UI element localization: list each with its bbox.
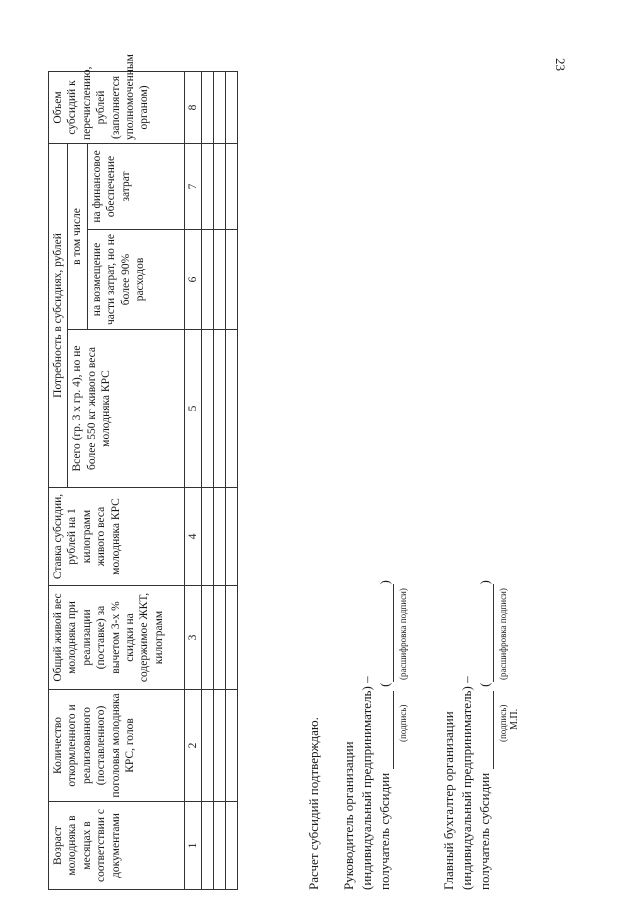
column-number: 4 [184,488,201,586]
head-signature-line [376,580,394,890]
chief-paren-close: ) [477,580,492,585]
column-number: 7 [184,143,201,229]
table-row [202,71,214,889]
table-row [214,71,226,889]
chief-captions [494,580,506,890]
head-captions [394,580,406,890]
column-number: 2 [184,690,201,802]
header-age: Возраст молодняка в месяцах в соответствии с документами [49,802,185,890]
header-financing: на финансовое обеспечение затрат [87,143,184,229]
column-number-row [184,71,201,889]
head-paren-open: ( [377,682,392,687]
stamp-place [506,580,520,890]
confirmation-text: Расчет субсидий подтверждаю. [306,717,321,890]
chief-signature-blank [479,691,494,769]
page-number: 23 [553,58,568,71]
chief-accountant-signature-block [440,580,520,890]
chief-caption-sign: (подпись) [498,704,508,742]
chief-caption-decode: (расшифровка подписи) [498,588,508,680]
column-number: 8 [184,71,201,143]
header-weight: Общий живой вес молодняка при реализации (поставке) за вычетом 3-х % скидки на содержимое ЖКТ, килограмм [49,586,185,690]
column-number: 1 [184,802,201,890]
head-title-line1: Руководитель организации [341,741,356,890]
column-number: 5 [184,330,201,488]
chief-paren-open: ( [477,682,492,687]
subsidy-table [48,54,238,890]
chief-decode-blank [479,584,494,682]
header-count: Количество откормленного и реализованного (поставленного) поголовья молодняка КРС, голов [49,690,185,802]
head-signature-block [340,580,406,890]
header-volume: Объем субсидий к перечислению, рублей (заполняется уполномоченным органом) [49,71,185,143]
header-total: Всего (гр. 3 х гр. 4), но не более 550 кг живого веса молодняка КРС [68,330,184,488]
column-number: 6 [184,230,201,330]
chief-title-line2: (индивидуальный предприниматель) – [459,676,474,890]
header-need-group: Потребность в субсидиях, рублей [49,143,68,487]
head-caption-decode: (расшифровка подписи) [398,588,408,680]
header-rate: Ставка субсидии, рублей на 1 килограмм живого веса молодняка КРС [49,488,185,586]
head-paren-close: ) [377,580,392,585]
table-row [226,71,238,889]
head-title-line2: (индивидуальный предприниматель) – [359,676,374,890]
head-caption-sign: (подпись) [398,704,408,742]
column-number: 3 [184,586,201,690]
stamp-label: М.П. [509,708,520,730]
header-compensation: на возмещение части затрат, но не более 90% расходов [87,230,184,330]
chief-recipient-label: получатель субсидии [477,772,492,890]
head-decode-blank [379,584,394,682]
chief-title-line1: Главный бухгалтер организации [441,711,456,890]
header-including: в том числе [68,143,87,329]
header-row-1 [49,71,68,889]
head-signature-blank [379,691,394,769]
head-recipient-label: получатель субсидии [377,772,392,890]
chief-signature-line [476,580,494,890]
rotated-sheet [48,54,593,890]
